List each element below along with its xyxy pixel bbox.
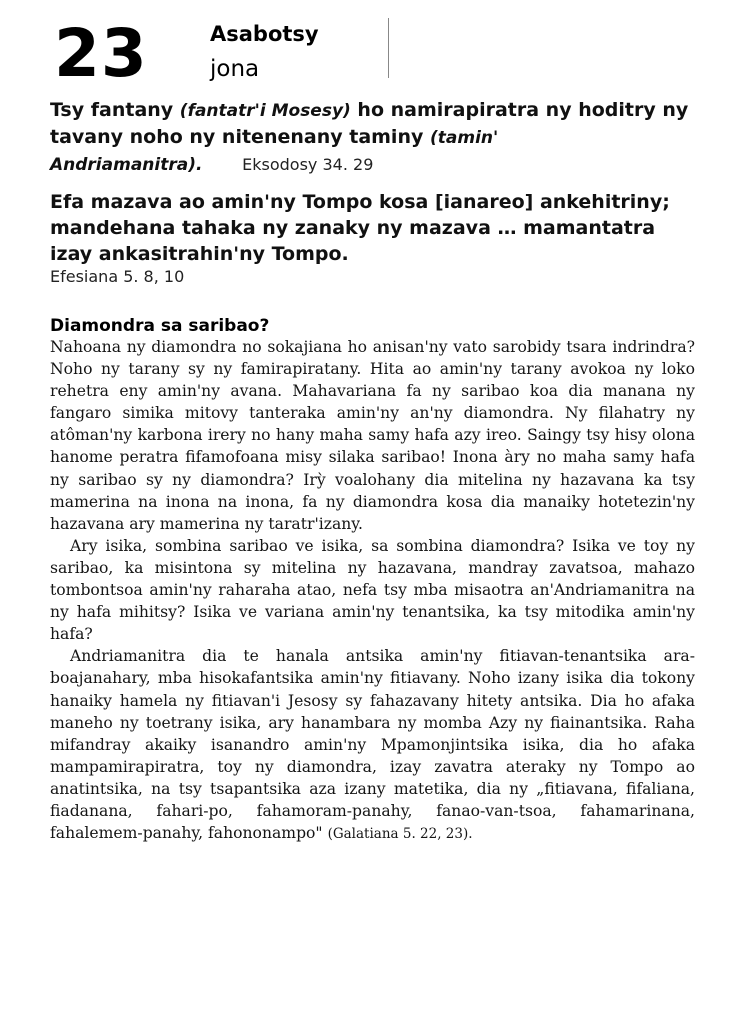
verse-2-reference: Efesiana 5. 8, 10 <box>50 267 185 286</box>
article-citation: (Galatiana 5. 22, 23). <box>327 826 473 843</box>
article-paragraph-3 <box>50 645 695 845</box>
article-title: Diamondra sa saribao? <box>50 316 270 336</box>
article-paragraph-3-text: Andriamanitra dia te hanala antsika amin'ny fitiavan-tenantsika ara-boajanahary, mba hisokafantsika amin'ny fitiavany. Noho izany isika dia tokony hanaiky hamela ny fitiavan'i Jesosy sy fahazavany hitety antsika. Dia ho afaka maneho ny toetrany isika, ary hanambara ny momba Azy ny fiainantsika. Raha mifandray akaiky isanandro amin'ny Mpamonjintsika isika, dia ho afaka mampamirapiratra, toy ny diamondra, izay zavatra ateraky ny Tompo ao anatintsika, na tsy tsapantsika aza izany matetika, dia ny „fitiavana, fifaliana, fiadanana, fahari-po, fahamoram-panahy, fanao-van-tsoa, fahamarinana, fahalemem-panahy, fahononampo" <box>50 647 695 843</box>
verse-1-aside-1: (fantatr'i Mosesy) <box>179 101 351 121</box>
header-divider <box>388 18 389 78</box>
verse-1-reference: Eksodosy 34. 29 <box>242 155 374 174</box>
verse-1 <box>50 97 700 178</box>
month: jona <box>210 56 260 82</box>
article-paragraph-2: Ary isika, sombina saribao ve isika, sa sombina diamondra? Isika ve toy ny saribao, ka misintona sy mitelina ny hazavana, mandray zavatsoa, mahazo tombontsoa amin'ny raharaha atao, nefa tsy mba misaotra an'Andriamanitra na ny hafa mihitsy? Isika ve variana amin'ny tenantsika, ka tsy mitodika amin'ny hafa? <box>50 536 695 644</box>
verse-1-text-b: ho namirapiratra ny hoditry ny tavany noho ny nitenenany taminy <box>50 99 689 148</box>
verse-1-text-a: Tsy fantany <box>50 99 180 121</box>
day-number: 23 <box>54 15 148 92</box>
verse-1-aside-2: (tamin' Andriamanitra). <box>50 128 499 175</box>
weekday: Asabotsy <box>210 22 319 46</box>
verse-2: Efa mazava ao amin'ny Tompo kosa [ianareo] ankehitriny; mandehana tahaka ny zanaky ny mazava … mamantatra izay ankasitrahin'ny Tompo. <box>50 191 670 265</box>
article-body <box>50 336 695 845</box>
article-paragraph-1: Nahoana ny diamondra no sokajiana ho anisan'ny vato sarobidy tsara indrindra? Noho ny tarany sy ny famirapiratany. Hita ao amin'ny tarany avokoa ny loko rehetra eny amin'ny avana. Mahavariana fa ny saribao koa dia manana ny fangaro simika mitovy tanteraka amin'ny an'ny diamondra. Ny filahatry ny atôman'ny karbona irery no hany maha samy hafa azy ireo. Saingy tsy hisy olona hanome peratra fifamofoana misy silaka saribao! Inona àry no maha samy hafa ny saribao sy ny diamondra? Irỳ voalohany dia mitelina ny hazavana ka tsy mamerina na inona na inona, fa ny diamondra kosa dia manaiky hotetezin'ny hazavana ary mamerina ny taratr'izany. <box>50 338 695 533</box>
